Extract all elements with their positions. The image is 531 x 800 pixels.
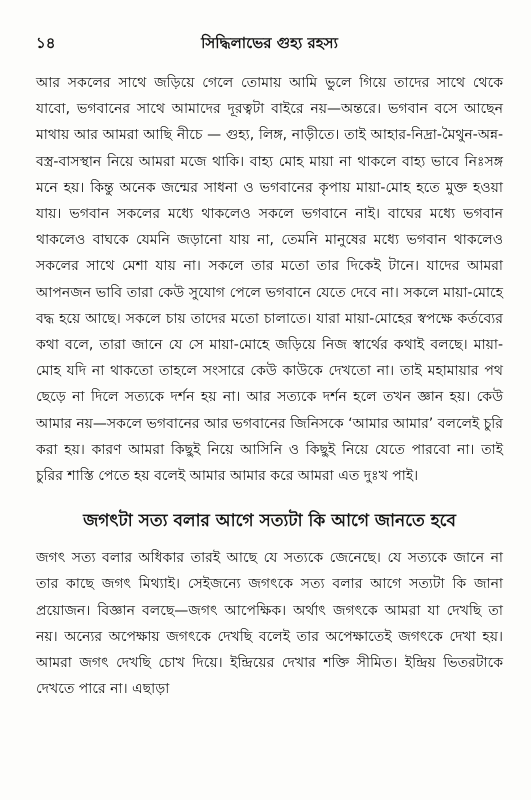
body-text [36, 70, 503, 702]
section-heading: জগৎটা সত্য বলার আগে সত্যটা কি আগে জানতে হবে [83, 511, 456, 532]
running-head [36, 30, 503, 56]
page-number: ১৪ [36, 34, 56, 52]
paragraph-1: আর সকলের সাথে জড়িয়ে গেলে তোমায় আমি ভুলে গিয়ে তাদের সাথে থেকে যাবো, ভগবানের সাথে আমাদের দূরত্বটা বাইরে নয়—অন্তরে। ভগবান বসে আছেন মাথায় আর আমরা আছি নীচে — গুহ্য, লিঙ্গ, নাড়ীতে। তাই আহার-নিদ্রা-মৈথুন-অন্ন-বস্ত্র-বাসস্থান নিয়ে আমরা মজে থাকি। বাহ্য মোহ মায়া না থাকলে বাহ্য ভাবে নিঃসঙ্গ মনে হয়। কিন্তু অনেক জন্মের সাধনা ও ভগবানের কৃপায় মায়া-মোহ হতে মুক্ত হওয়া যায়। ভগবান সকলের মধ্যে থাকলেও সকলে ভগবানে নাই। বাঘের মধ্যে ভগবান থাকলেও বাঘকে যেমনি জড়ানো যায় না, তেমনি মানুষের মধ্যে ভগবান থাকলেও সকলের সাথে মেশা যায় না। সকলে তার মতো তার দিকেই টানে। যাদের আমরা আপনজন ভাবি তারা কেউ সুযোগ পেলে ভগবানে যেতে দেবে না। সকলে মায়া-মোহে বদ্ধ হয়ে আছে। সকলে চায় তাদের মতো চালাতে। যারা মায়া-মোহের স্বপক্ষে কর্তব্যের কথা বলে, তারা জানে যে সে মায়া-মোহে জড়িয়ে নিজ স্বার্থের কথাই বলছে। মায়া-মোহ যদি না থাকতো তাহলে সংসারে কেউ কাউকে দেখতো না। তাই মহামায়ার পথ ছেড়ে না দিলে সত্যকে দর্শন হয় না। আর সত্যকে দর্শন হলে তখন জ্ঞান হয়। কেউ আমার নয়—সকলে ভগবানের আর ভগবানের জিনিসকে ‘আমার আমার’ বললেই চুরি করা হয়। কারণ আমরা কিছুই নিয়ে আসিনি ও কিছুই নিয়ে যেতে পারবো না। তাই চুরির শাস্তি পেতে হয় বলেই আমার আমার করে আমরা এত দুঃখ পাই। [36, 75, 503, 485]
paragraph-2: জগৎ সত্য বলার অধিকার তারই আছে যে সত্যকে জেনেছে। যে সত্যকে জানে না তার কাছে জগৎ মিথ্যাই। সেইজন্যে জগৎকে সত্য বলার আগে সত্যটা কি জানা প্রয়োজন। বিজ্ঞান বলছে—জগৎ আপেক্ষিক। অর্থাৎ জগৎকে আমরা যা দেখছি তা নয়। অন্যের অপেক্ষায় জগৎকে দেখছি বলেই তার অপেক্ষাতেই জগৎকে দেখা হয়। আমরা জগৎ দেখছি চোখ দিয়ে। ইন্দ্রিয়ের দেখার শক্তি সীমিত। ইন্দ্রিয় ভিতরটাকে দেখতে পারে না। এছাড়া [36, 550, 503, 698]
book-title: সিদ্ধিলাভের গুহ্য রহস্য [201, 34, 338, 52]
